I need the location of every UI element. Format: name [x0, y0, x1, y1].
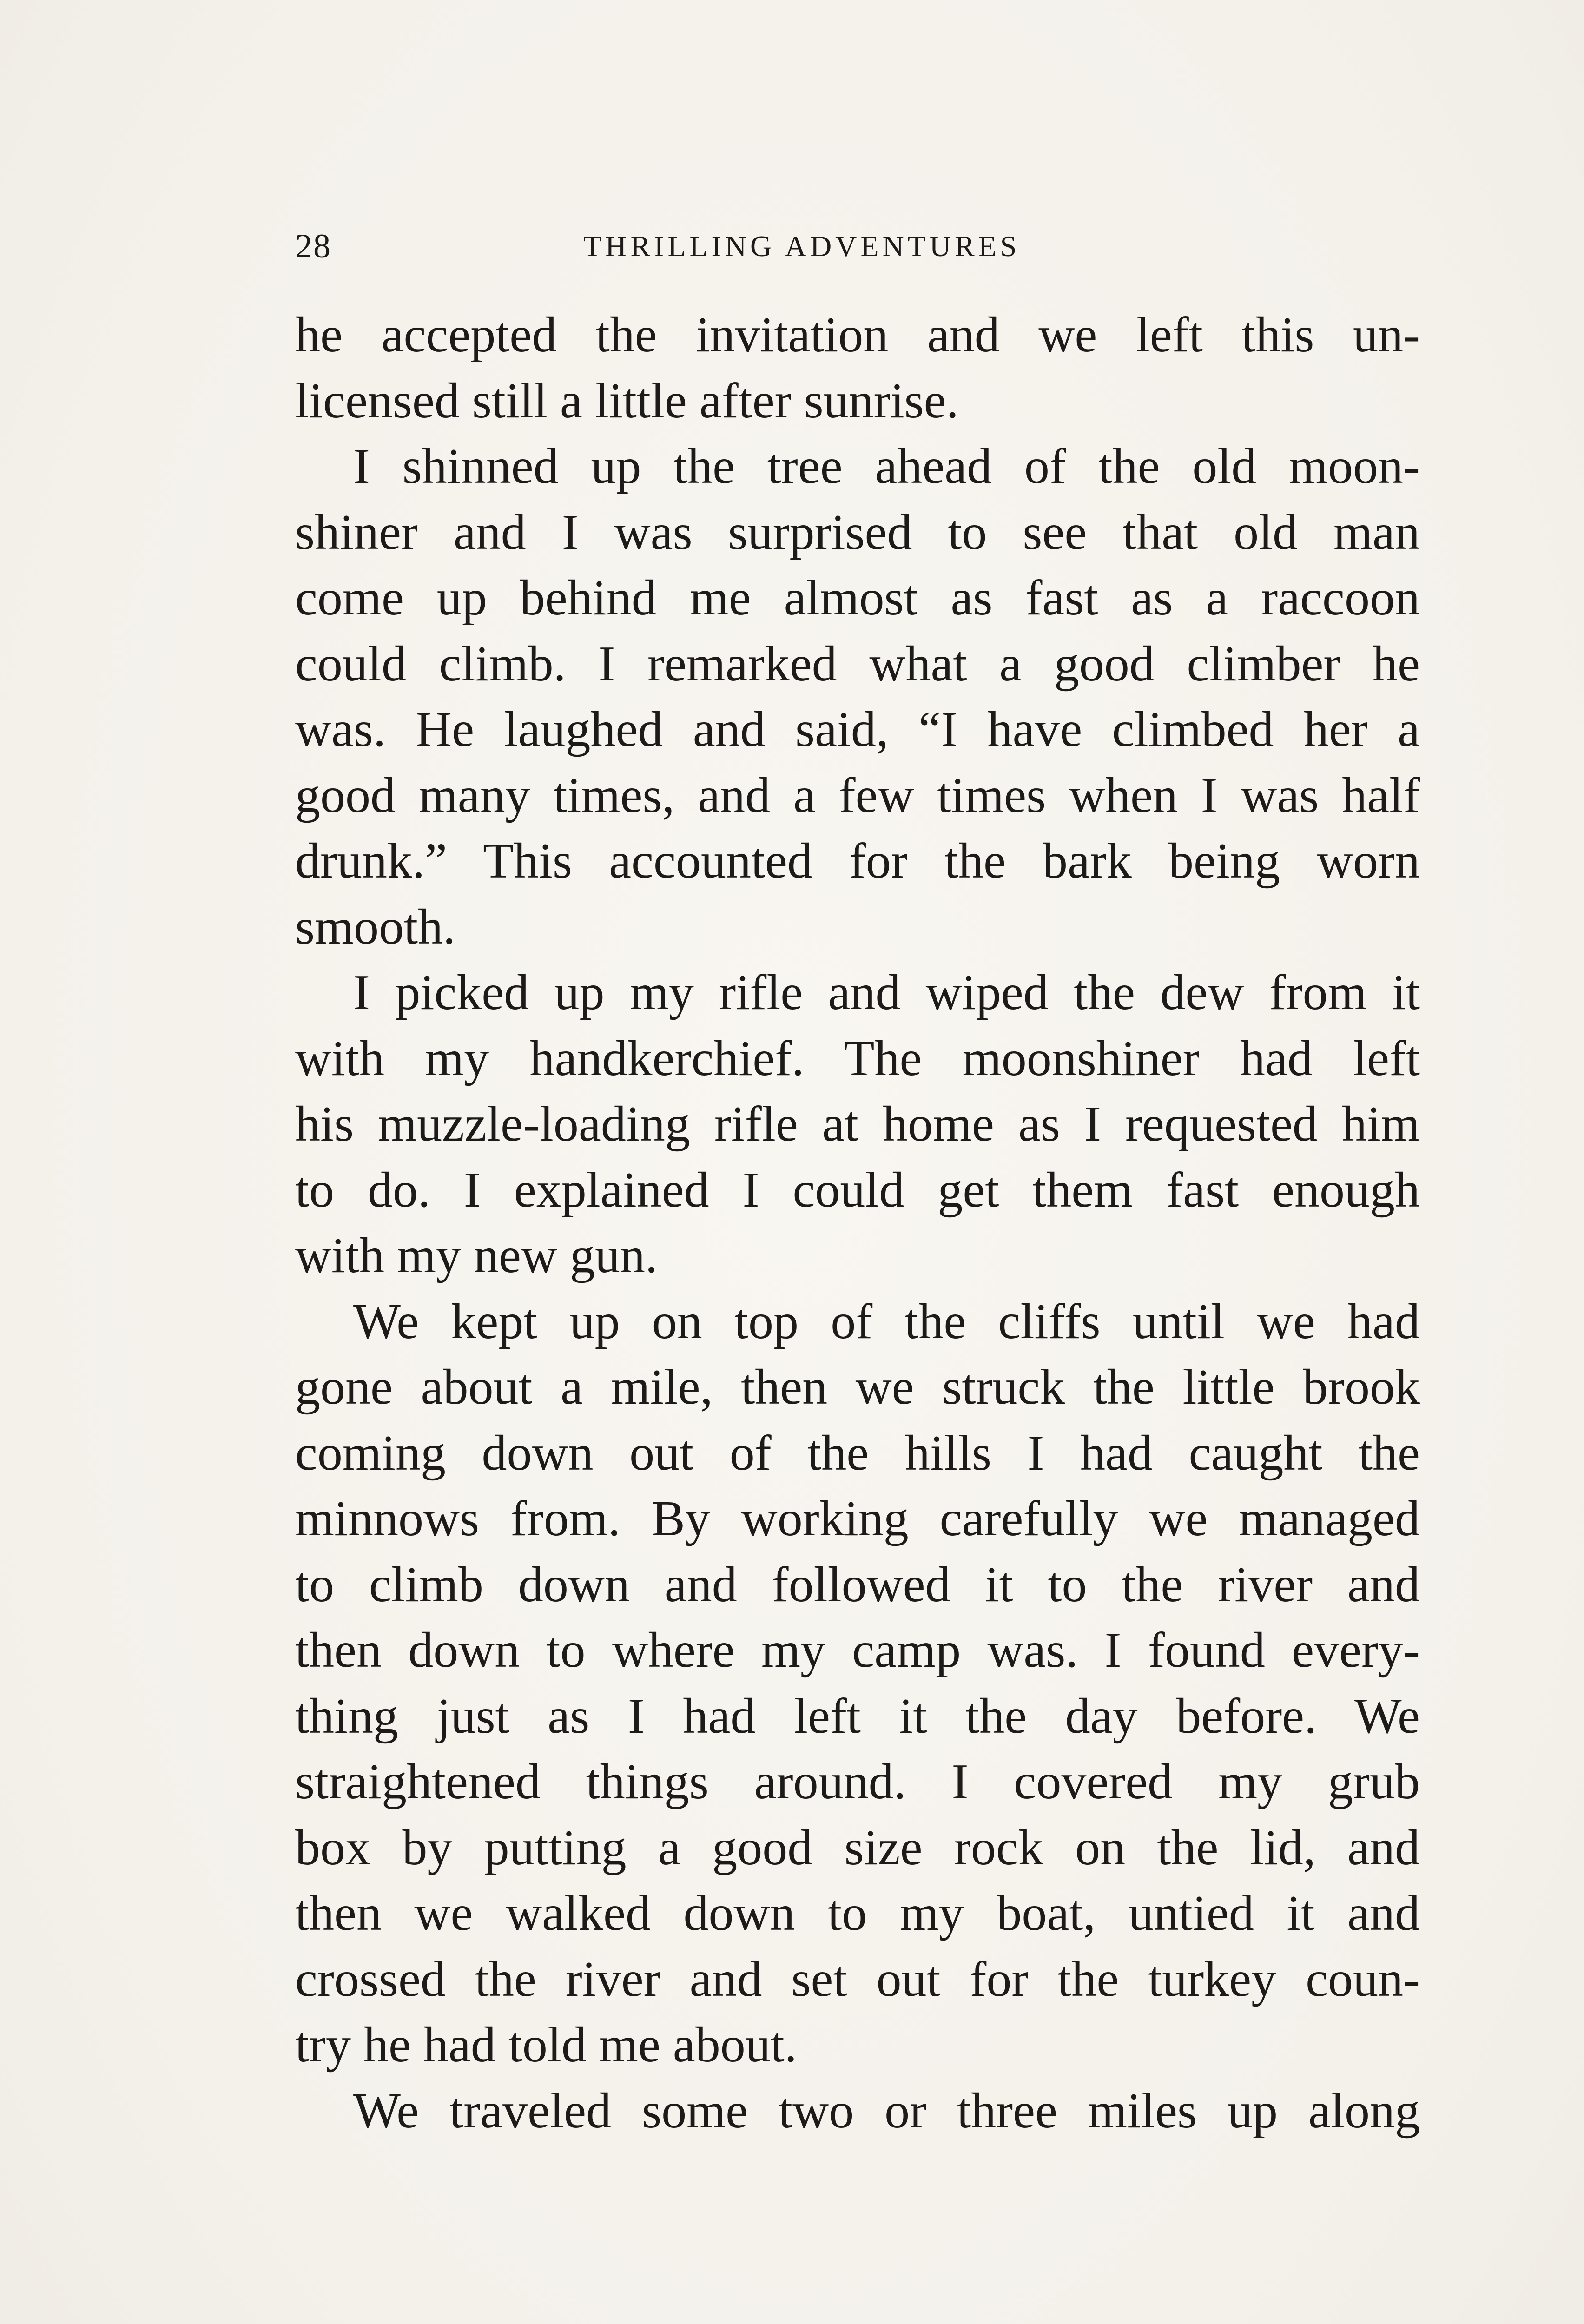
text-line: crossed the river and set out for the turkey coun-: [295, 1951, 1420, 2007]
text-line: licensed still a little after sunrise.: [295, 373, 959, 429]
text-line: box by putting a good size rock on the lid, and: [295, 1820, 1420, 1875]
running-title: THRILLING ADVENTURES: [583, 230, 1021, 263]
text-line: he accepted the invitation and we left this un-: [295, 307, 1420, 363]
page-number: 28: [295, 227, 331, 265]
text-line: could climb. I remarked what a good climber he: [295, 636, 1420, 692]
body-text: [295, 302, 1420, 2144]
text-line: shiner and I was surprised to see that old man: [295, 504, 1420, 560]
text-line: We traveled some two or three miles up along: [353, 2083, 1420, 2139]
text-line: then we walked down to my boat, untied it and: [295, 1886, 1420, 1941]
text-line: thing just as I had left it the day before. We: [295, 1688, 1420, 1744]
text-line: We kept up on top of the cliffs until we had: [353, 1294, 1420, 1349]
text-line: I picked up my rifle and wiped the dew from it: [353, 965, 1420, 1020]
text-line: with my handkerchief. The moonshiner had left: [295, 1030, 1420, 1086]
text-line: with my new gun.: [295, 1228, 658, 1283]
text-line: straightened things around. I covered my grub: [295, 1754, 1420, 1809]
text-line: was. He laughed and said, “I have climbed her a: [295, 702, 1420, 757]
text-line: drunk.” This accounted for the bark being worn: [295, 833, 1420, 889]
text-line: then down to where my camp was. I found every-: [295, 1623, 1420, 1678]
text-line: good many times, and a few times when I was half: [295, 767, 1420, 823]
text-line: I shinned up the tree ahead of the old moon-: [353, 439, 1420, 494]
text-line: gone about a mile, then we struck the little brook: [295, 1360, 1420, 1415]
text-line: to do. I explained I could get them fast enough: [295, 1162, 1420, 1218]
text-line: minnows from. By working carefully we managed: [295, 1491, 1420, 1546]
text-line: his muzzle-loading rifle at home as I requested him: [295, 1096, 1420, 1152]
text-line: come up behind me almost as fast as a raccoon: [295, 570, 1420, 626]
text-line: coming down out of the hills I had caught the: [295, 1425, 1420, 1481]
text-line: to climb down and followed it to the river and: [295, 1557, 1420, 1612]
running-head: [295, 218, 1420, 274]
text-line: smooth.: [295, 899, 456, 955]
text-line: try he had told me about.: [295, 2017, 797, 2073]
